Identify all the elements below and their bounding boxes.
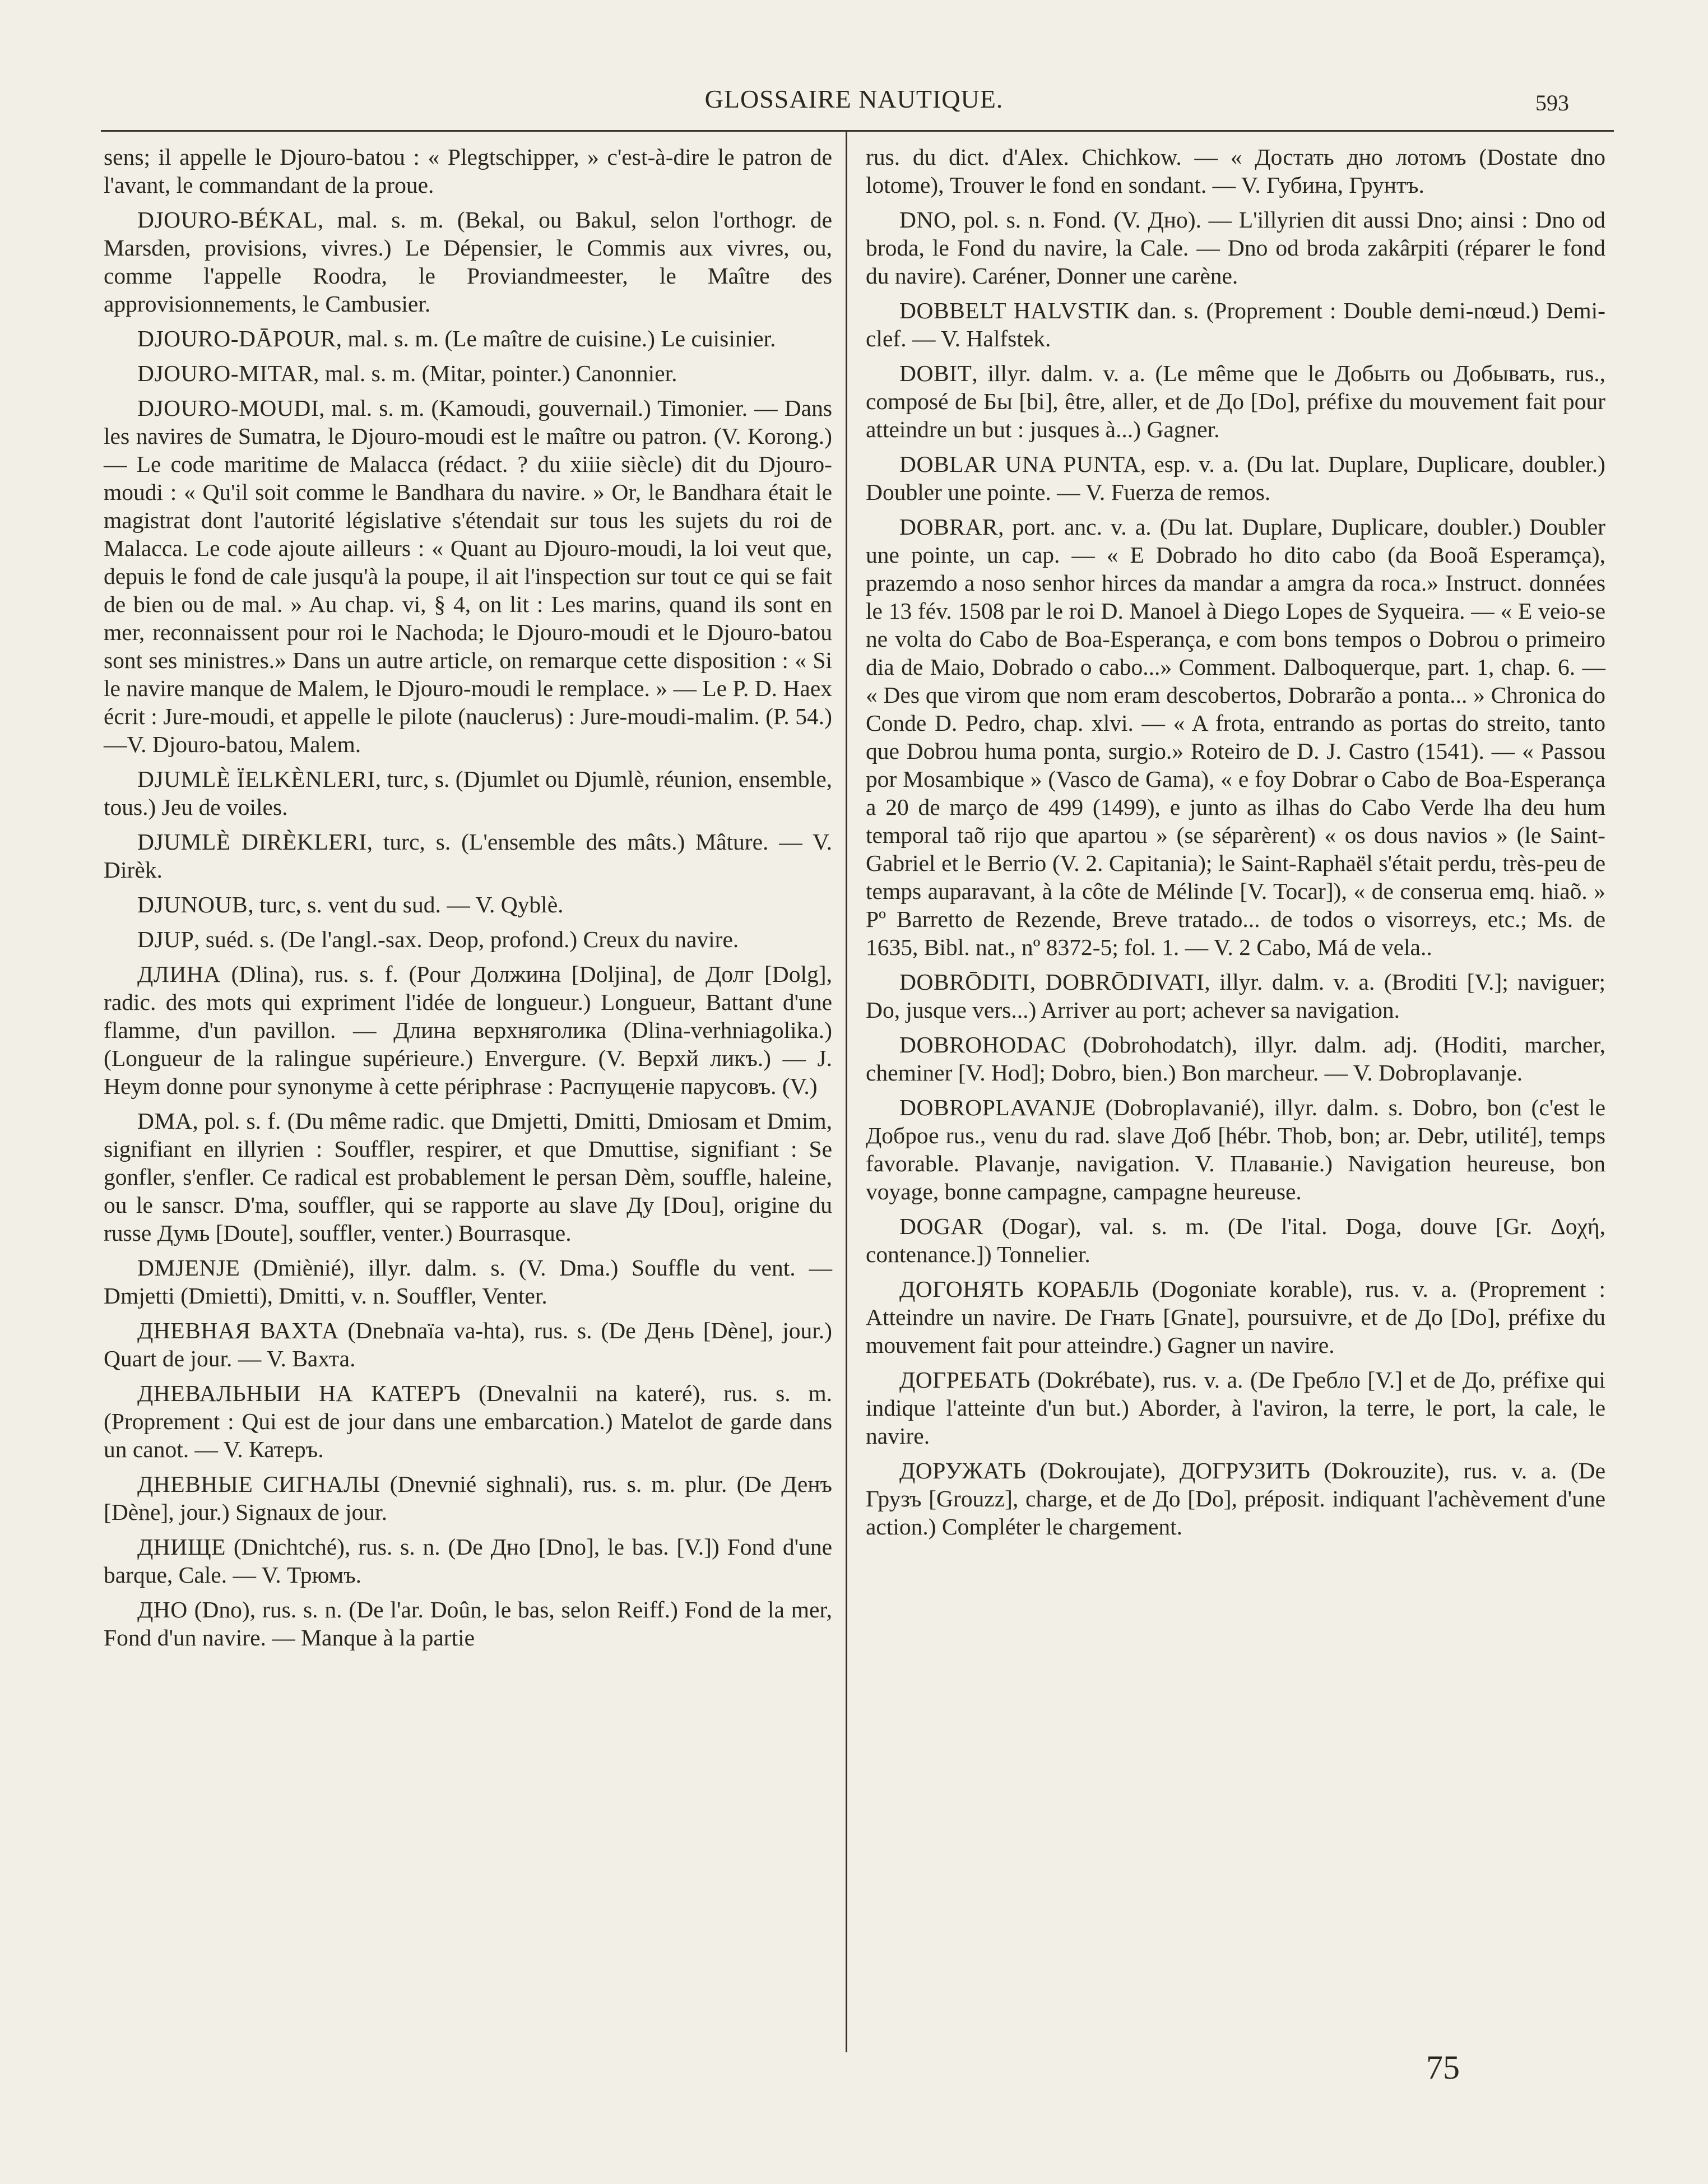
entry-definition: (Dokroujate), ДОГРУЗИТЬ (Dokrouzite), rus. v. a. (De Грузъ [Grouzz], charge, et de До [Do], préposit. indiquant l'achèvement d'une action.) Compléter le chargement. (866, 1458, 1605, 1540)
entry-definition: , port. anc. v. a. (Du lat. Duplare, Duplicare, doubler.) Doubler une pointe, un cap. — « E Dobrado ho dito cabo (da Booã Esperamça), prazemdo a noso senhor hirces da mandar a amgra da roca.» Instruct. données le 13 fév. 1508 par le roi D. Manoel à Diego Lopes de Syqueira. — « E veio-se ne volta do Cabo de Boa-Esperança, e com bons tempos o Dobrou o primeiro dia de Maio, Dobrado o cabo...» Comment. Dalboquerque, part. 1, chap. 6. — « Des que virom que nom eram descobertos, Dobrarão a ponta... » Chronica do Conde D. Pedro, chap. xlvi. — « A frota, entrando as portas do streito, tanto que Dobrou huma ponta, surgio.» Roteiro de D. J. Castro (1541). — « Passou por Mosambique » (Vasco de Gama), « e foy Dobrar o Cabo de Boa-Esperança a 20 de março de 499 (1499), e junto as ilhas do Cabo Verde lha deu hum temporal taõ rijo que apartou » (se séparèrent) « os dous navios » (le Saint-Gabriel et le Berrio (V. 2. Capitania); le Saint-Raphaël s'était perdu, très-peu de temps auparavant, à la côte de Mélinde [V. Tocar]), « de conserua emq. hiaõ. » Pº Barretto de Rezende, Breve tratado... de todos o visorreys, etc.; Ms. de 1635, Bibl. nat., nº 8372-5; fol. 1. — V. 2 Cabo, Má de vela.. (866, 514, 1605, 960)
entry-definition: (Dogoniate korable), rus. v. a. (Proprement : Atteindre un navire. De Гнать [Gnate], poursuivre, et de До [Do], préfixe du mouvement fait pour atteindre.) Gagner un navire. (866, 1276, 1605, 1358)
entry-headword: DJOURO-BÉKAL (137, 207, 318, 233)
running-head: GLOSSAIRE NAUTIQUE. (704, 85, 1004, 113)
glossary-entry (104, 143, 832, 199)
entry-headword: DOBROPLAVANJE (899, 1095, 1096, 1120)
entry-headword: DMA (137, 1108, 193, 1134)
glossary-entry (104, 1254, 832, 1310)
glossary-entry (866, 1093, 1605, 1205)
entry-headword: DJUMLÈ ÏELKÈNLERI (137, 766, 375, 792)
entry-definition: (Dno), rus. s. n. (De l'ar. Doûn, le bas, selon Reiff.) Fond de la mer, Fond d'un navire. — Manque à la partie (104, 1597, 832, 1650)
entry-definition: (Dobroplavanié), illyr. dalm. s. Dobro, bon (c'est le Доброе rus., venu du rad. slave Доб [hébr. Thob, bon; ar. Debr, utilité], temps favorable. Plavanje, navigation. V. Плаваніе.) Navigation heureuse, bon voyage, bonne campagne, campagne heureuse. (866, 1095, 1605, 1204)
glossary-entry (866, 968, 1605, 1024)
entry-headword: DOBLAR UNA PUNTA (899, 451, 1140, 477)
glossary-entry (866, 450, 1605, 506)
entry-headword: DOBRAR (899, 514, 998, 540)
glossary-entry (104, 359, 832, 387)
entry-definition: (Dnichtché), rus. s. n. (De Дно [Dno], le bas. [V.]) Fond d'une barque, Cale. — V. Трюмъ. (104, 1534, 832, 1588)
glossary-entry (104, 324, 832, 353)
entry-headword: ДНЕВАЛЬНЫИ НА КАТЕРЪ (137, 1380, 461, 1406)
entry-definition: , mal. s. m. (Kamoudi, gouvernail.) Timonier. — Dans les navires de Sumatra, le Djouro-moudi est le maître ou patron. (V. Korong.) — Le code maritime de Malacca (rédact. ? du xiiie siècle) dit du Djouro-moudi : « Qu'il soit comme le Bandhara du navire. » Or, le Bandhara était le magistrat dont l'autorité législative s'étendait sur tous les sujets du roi de Malacca. Le code ajoute ailleurs : « Quant au Djouro-moudi, la loi veut que, depuis le fond de cale jusqu'à la poupe, il ait l'inspection sur tout ce qui se fait de bien ou de mal. » Au chap. vi, § 4, on lit : Les marins, quand ils sont en mer, reconnaissent pour roi le Nachoda; le Djouro-moudi et le Djouro-batou sont ses ministres.» Dans un autre article, on remarque cette disposition : « Si le navire manque de Malem, le Djouro-moudi le remplace. » — Le P. D. Haex écrit : Jure-moudi, et appelle le pilote (nauclerus) : Jure-moudi-malim. (P. 54.)—V. Djouro-batou, Malem. (104, 395, 832, 757)
entry-definition: (Dokrébate), rus. v. a. (De Гребло [V.] et de До, préfixe qui indique l'atteinte d'un but.) Aborder, à l'aviron, la terre, le port, la cale, le navire. (866, 1367, 1605, 1449)
entry-definition: , pol. s. n. Fond. (V. Дно). — L'illyrien dit aussi Dno; ainsi : Dno od broda, le Fond du navire, la Cale. — Dno od broda zakârpiti (réparer le fond du navire). Caréner, Donner une carène. (866, 207, 1605, 289)
glossary-entry (104, 1107, 832, 1247)
entry-definition: , turc, s. vent du sud. — V. Qyblè. (248, 892, 564, 917)
entry-headword: DJUP (137, 926, 194, 952)
glossary-entry (866, 206, 1605, 290)
glossary-entry (104, 828, 832, 884)
entry-headword: DJUNOUB (137, 892, 248, 917)
entry-headword: ДОРУЖАТЬ (899, 1458, 1027, 1483)
glossary-entry (866, 359, 1605, 443)
glossary-entry (104, 1379, 832, 1463)
entry-definition: (Dnevalnii na kateré), rus. s. m. (Proprement : Qui est de jour dans une embarcation.) Matelot de garde dans un canot. — V. Катеръ. (104, 1380, 833, 1462)
glossary-entry (866, 513, 1605, 961)
glossary-entry (866, 1031, 1605, 1087)
entry-headword: DOBROHODAC (899, 1032, 1066, 1058)
entry-headword: DOBRŌDITI, DOBRŌDIVATI (899, 969, 1205, 995)
header-rule (101, 130, 1614, 132)
entry-definition: (Dlina), rus. s. f. (Pour Должина [Doljina], de Долг [Dolg], radic. des mots qui expriment l'idée de longueur.) Longueur, Battant d'une flamme, d'un pavillon. — Длина верхняголика (Dlina-verhniagolika.) (Longueur de la ralingue supérieure.) Envergure. (V. Верхй ликъ.) — J. Heym donne pour synonyme à cette périphrase : Распущеніе парусовъ. (V.) (104, 961, 832, 1099)
right-column (846, 143, 1605, 1547)
entry-headword: DOBIT (899, 360, 972, 386)
glossary-entry (104, 925, 832, 953)
entry-headword: DJUMLÈ DIRÈKLERI (137, 829, 367, 855)
entry-definition: , turc, s. (Djumlet ou Djumlè, réunion, ensemble, tous.) Jeu de voiles. (104, 766, 833, 820)
entry-headword: DJOURO-MITAR (137, 360, 313, 386)
entry-definition: (Dmiènié), illyr. dalm. s. (V. Dma.) Souffle du vent. — Dmjetti (Dmietti), Dmitti, v. n. Souffler, Venter. (104, 1255, 832, 1309)
entry-headword: ДНЕВНЫЕ СИГНАЛЫ (137, 1471, 380, 1497)
entry-headword: ДНО (137, 1597, 188, 1622)
glossary-entry (104, 1533, 832, 1589)
glossary-entry (104, 1596, 832, 1652)
glossary-entry (104, 765, 832, 821)
glossary-entry (104, 394, 832, 758)
entry-definition: , mal. s. m. (Mitar, pointer.) Canonnier. (313, 360, 677, 386)
entry-definition: (Dogar), val. s. m. (De l'ital. Doga, douve [Gr. Δοχή, contenance.]) Tonnelier. (866, 1213, 1605, 1267)
glossary-entry (866, 1457, 1605, 1541)
entry-headword: ДОГОНЯТЬ КОРАБЛЬ (899, 1276, 1139, 1302)
glossary-entry (866, 1212, 1605, 1268)
entry-headword: DJOURO-DĀPOUR (137, 326, 336, 351)
glossary-entry (104, 1470, 832, 1526)
entry-headword: DOBBELT HALVSTIK (899, 298, 1130, 323)
entry-definition: , mal. s. m. (Le maître de cuisine.) Le cuisinier. (336, 326, 776, 351)
glossary-entry (866, 1275, 1605, 1359)
glossary-entry (104, 960, 832, 1100)
glossary-entry (104, 206, 832, 318)
entry-definition: dan. s. (Proprement : Double demi-nœud.) Demi-clef. — V. Halfstek. (866, 298, 1605, 351)
signature-number: 75 (1426, 2049, 1460, 2086)
glossary-entry (866, 296, 1605, 353)
entry-definition: (Dobrohodatch), illyr. dalm. adj. (Hoditi, marcher, cheminer [V. Hod]; Dobro, bien.) Bon marcheur. — V. Dobroplavanje. (866, 1032, 1605, 1086)
entry-definition: rus. du dict. d'Alex. Chichkow. — « Достать дно лотомъ (Dostate dno lotome), Trouver le fond en sondant. — V. Губина, Грунтъ. (866, 144, 1605, 198)
entry-definition: (Dnevnié sighnali), rus. s. m. plur. (De Денъ [Dène], jour.) Signaux de jour. (104, 1471, 832, 1525)
entry-headword: DNO (899, 207, 951, 233)
entry-definition: , pol. s. f. (Du même radic. que Dmjetti, Dmitti, Dmiosam et Dmim, signifiant en illyrien : Souffler, respirer, et que Dmuttise, signifiant : Se gonfler, s'enfler. Ce radical est probablement le persan Dèm, souffle, haleine, ou le sanscr. D'ma, souffler, qui se rapporte au slave Ду [Dou], origine du russe Думь [Doute], souffler, venter.) Bourrasque. (104, 1108, 832, 1246)
entry-headword: ДОГРЕБАТЬ (899, 1367, 1031, 1393)
entry-headword: ДНЕВНАЯ ВАХТА (137, 1318, 339, 1343)
entry-headword: ДЛИНА (137, 961, 221, 987)
left-column (104, 143, 832, 1658)
entry-definition: , suéd. s. (De l'angl.-sax. Deop, profond.) Creux du navire. (194, 926, 739, 952)
entry-definition: , esp. v. a. (Du lat. Duplare, Duplicare, doubler.) Doubler une pointe. — V. Fuerza de remos. (866, 451, 1605, 505)
page-number: 593 (1535, 90, 1569, 115)
entry-headword: DMJENJE (137, 1255, 240, 1281)
entry-definition: (Dnebnaïa va-hta), rus. s. (De День [Dène], jour.) Quart de jour. — V. Вахта. (104, 1318, 833, 1371)
glossary-entry (104, 891, 832, 919)
entry-headword: ДНИЩЕ (137, 1534, 226, 1560)
entry-definition: , illyr. dalm. v. a. (Broditi [V.]; naviguer; Do, jusque vers...) Arriver au port; achever sa navigation. (866, 969, 1606, 1023)
glossary-entry (104, 1316, 832, 1372)
glossary-entry (866, 1366, 1605, 1450)
glossary-entry (866, 143, 1605, 199)
entry-headword: DOGAR (899, 1213, 984, 1239)
entry-definition: , mal. s. m. (Bekal, ou Bakul, selon l'orthogr. de Marsden, provisions, vivres.) Le Dépensier, le Commis aux vivres, ou, comme l'appelle Roodra, le Proviandmeester, le Maître des approvisionnements, le Cambusier. (104, 207, 832, 317)
entry-headword: DJOURO-MOUDI (137, 395, 319, 421)
entry-definition: , illyr. dalm. v. a. (Le même que le Добыть ou Добывать, rus., composé de Бы [bi], être, aller, et de До [Do], préfixe du mouvement fait pour atteindre un but : jusques à...) Gagner. (866, 360, 1605, 442)
entry-definition: sens; il appelle le Djouro-batou : « Plegtschipper, » c'est-à-dire le patron de l'avant, le commandant de la proue. (104, 144, 832, 198)
entry-definition: , turc, s. (L'ensemble des mâts.) Mâture. — V. Dirèk. (104, 829, 832, 883)
